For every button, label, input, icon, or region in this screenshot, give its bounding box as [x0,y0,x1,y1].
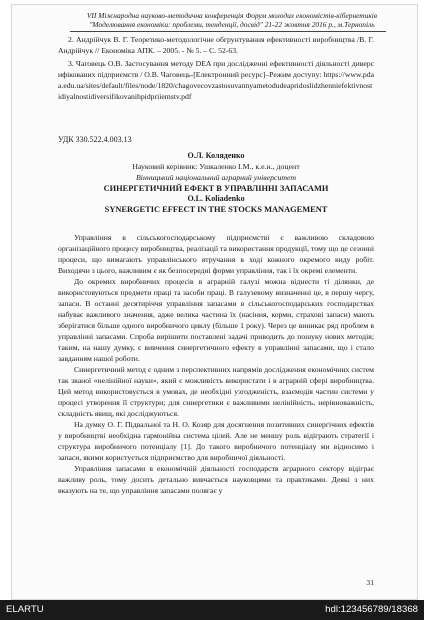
article-title-en: SYNERGETIC EFFECT IN THE STOCKS MANAGEMENT [104,205,328,214]
udk-code: УДК 330.522.4.003.13 [58,135,132,144]
reference-list [58,34,374,104]
page-number: 31 [366,578,374,587]
reference-item-2: 2. Андрійчук В. Г. Теоретико-методологічне обгрунтування ефективності виробництва /В. Г. Андрійчук // Економіка АПК. – 2005. - № 5. – С. 52-63. [58,35,374,55]
header-line-1: VII Міжнародна науково-методична конференція Форум молодих економістів-кібернетиків [86,11,378,20]
header-rule [70,31,386,32]
reference-item-3: 3. Чаговець О.В. Застосування методу DEA при дослідженні ефективності діяльності диверсифікованих підприємств / О.В. Чаговець-[Електронний ресурс]–Режим доступу: https://www.pdaa.edu.ua/sites/default/files/node/1820/chagovecovzastosuvannyametodudeapridoslidzhenniefektivnostidiyalnostidiversifikovanihpidpriiemstv.pdf [58,59,374,101]
repository-name: ELARTU [6,604,44,615]
paragraph: Управління в сільськогосподарському підприємстві є важливою складовою організаційного процесу виробництва, реалізації та використання продукції, тому що це сезонні процеси, що вимагають управлінського втручання в ході кожного окремого виду робіт. Виходячи з цього, важливим є як безпосередні форми управління, так і їх окремі елементи. [58,233,374,275]
paragraph: Синергетичний метод є одним з перспективних напрямів дослідження економічних систем так званої «нелінійної науки», який є можливість використати і в аграрній сфері виробництва. Цей метод використовується в умовах, де необхідні узгодженість, взаємодія частин системи у процесі утворення її структури; для синергетики є важливими нелінійність, нерівноважність, складність явищ, які досліджуються. [58,365,374,418]
scientific-advisor: Науковий керівник: Ушкаленко І.М., к.е.н., доцент [132,162,300,171]
article-title-uk: СИНЕРГЕТИЧНИЙ ЕФЕКТ В УПРАВЛІННІ ЗАПАСАМИ [103,184,329,193]
running-header [72,11,392,29]
paragraph: До окремих виробничих процесів в аграрній галузі можна віднести ті ділянки, де використовуються предмети праці та засоби праці. В галузевому визначенні це, в першу чергу, запаси. В останні десятиріччя управління запасами в сільськогосподарських господарствах набуває важливого значення, адже велика частина їх (насіння, корми, страхові запаси) мають зберігатися більше одного виробничого циклу (більше 1 року). Через це виникає ряд проблем в управлінні запасами. Спроба вирішити поставлені задачі приводить до пошуку нових методів; таким, на нашу думку, є вивчення синергетичного ефекту в управлінні запасами, що і стало завданням нашої роботи. [58,277,374,363]
header-line-2: "Моделювання економіки: проблеми, тенденції, досвід" 21-22 жовтня 2016 р., м.Тернопіль [89,20,375,29]
author-name: О.Л. Коляденко [187,151,245,160]
article-heading [58,150,374,215]
paragraph: Управління запасами в економічній діяльності господарств аграрного сектору відіграє важливу роль, тому досить детально вивчається науковцями та практиками. Деякі з них вказують на те, що управління запасами полягає у [58,464,374,495]
paragraph: На думку О. Г. Підвальної та Н. О. Козяр для досягнення позитивних синергічних ефектів у виробництві необхідна гармонійна система цілей. Але не меншу роль відіграють стратегії і структура виробничого потенціалу [1]. До такого виробничого потенціалу ми відносимо і запаси, якими користується підприємство для виробничої діяльності. [58,420,374,462]
handle-identifier[interactable]: hdl:123456789/18368 [325,604,418,615]
article-body [58,232,374,496]
author-name-en: O.L. Koliadenko [187,194,245,203]
repository-footer-bar [0,600,424,620]
university-name: Вінницький національний аграрний університет [136,173,296,182]
